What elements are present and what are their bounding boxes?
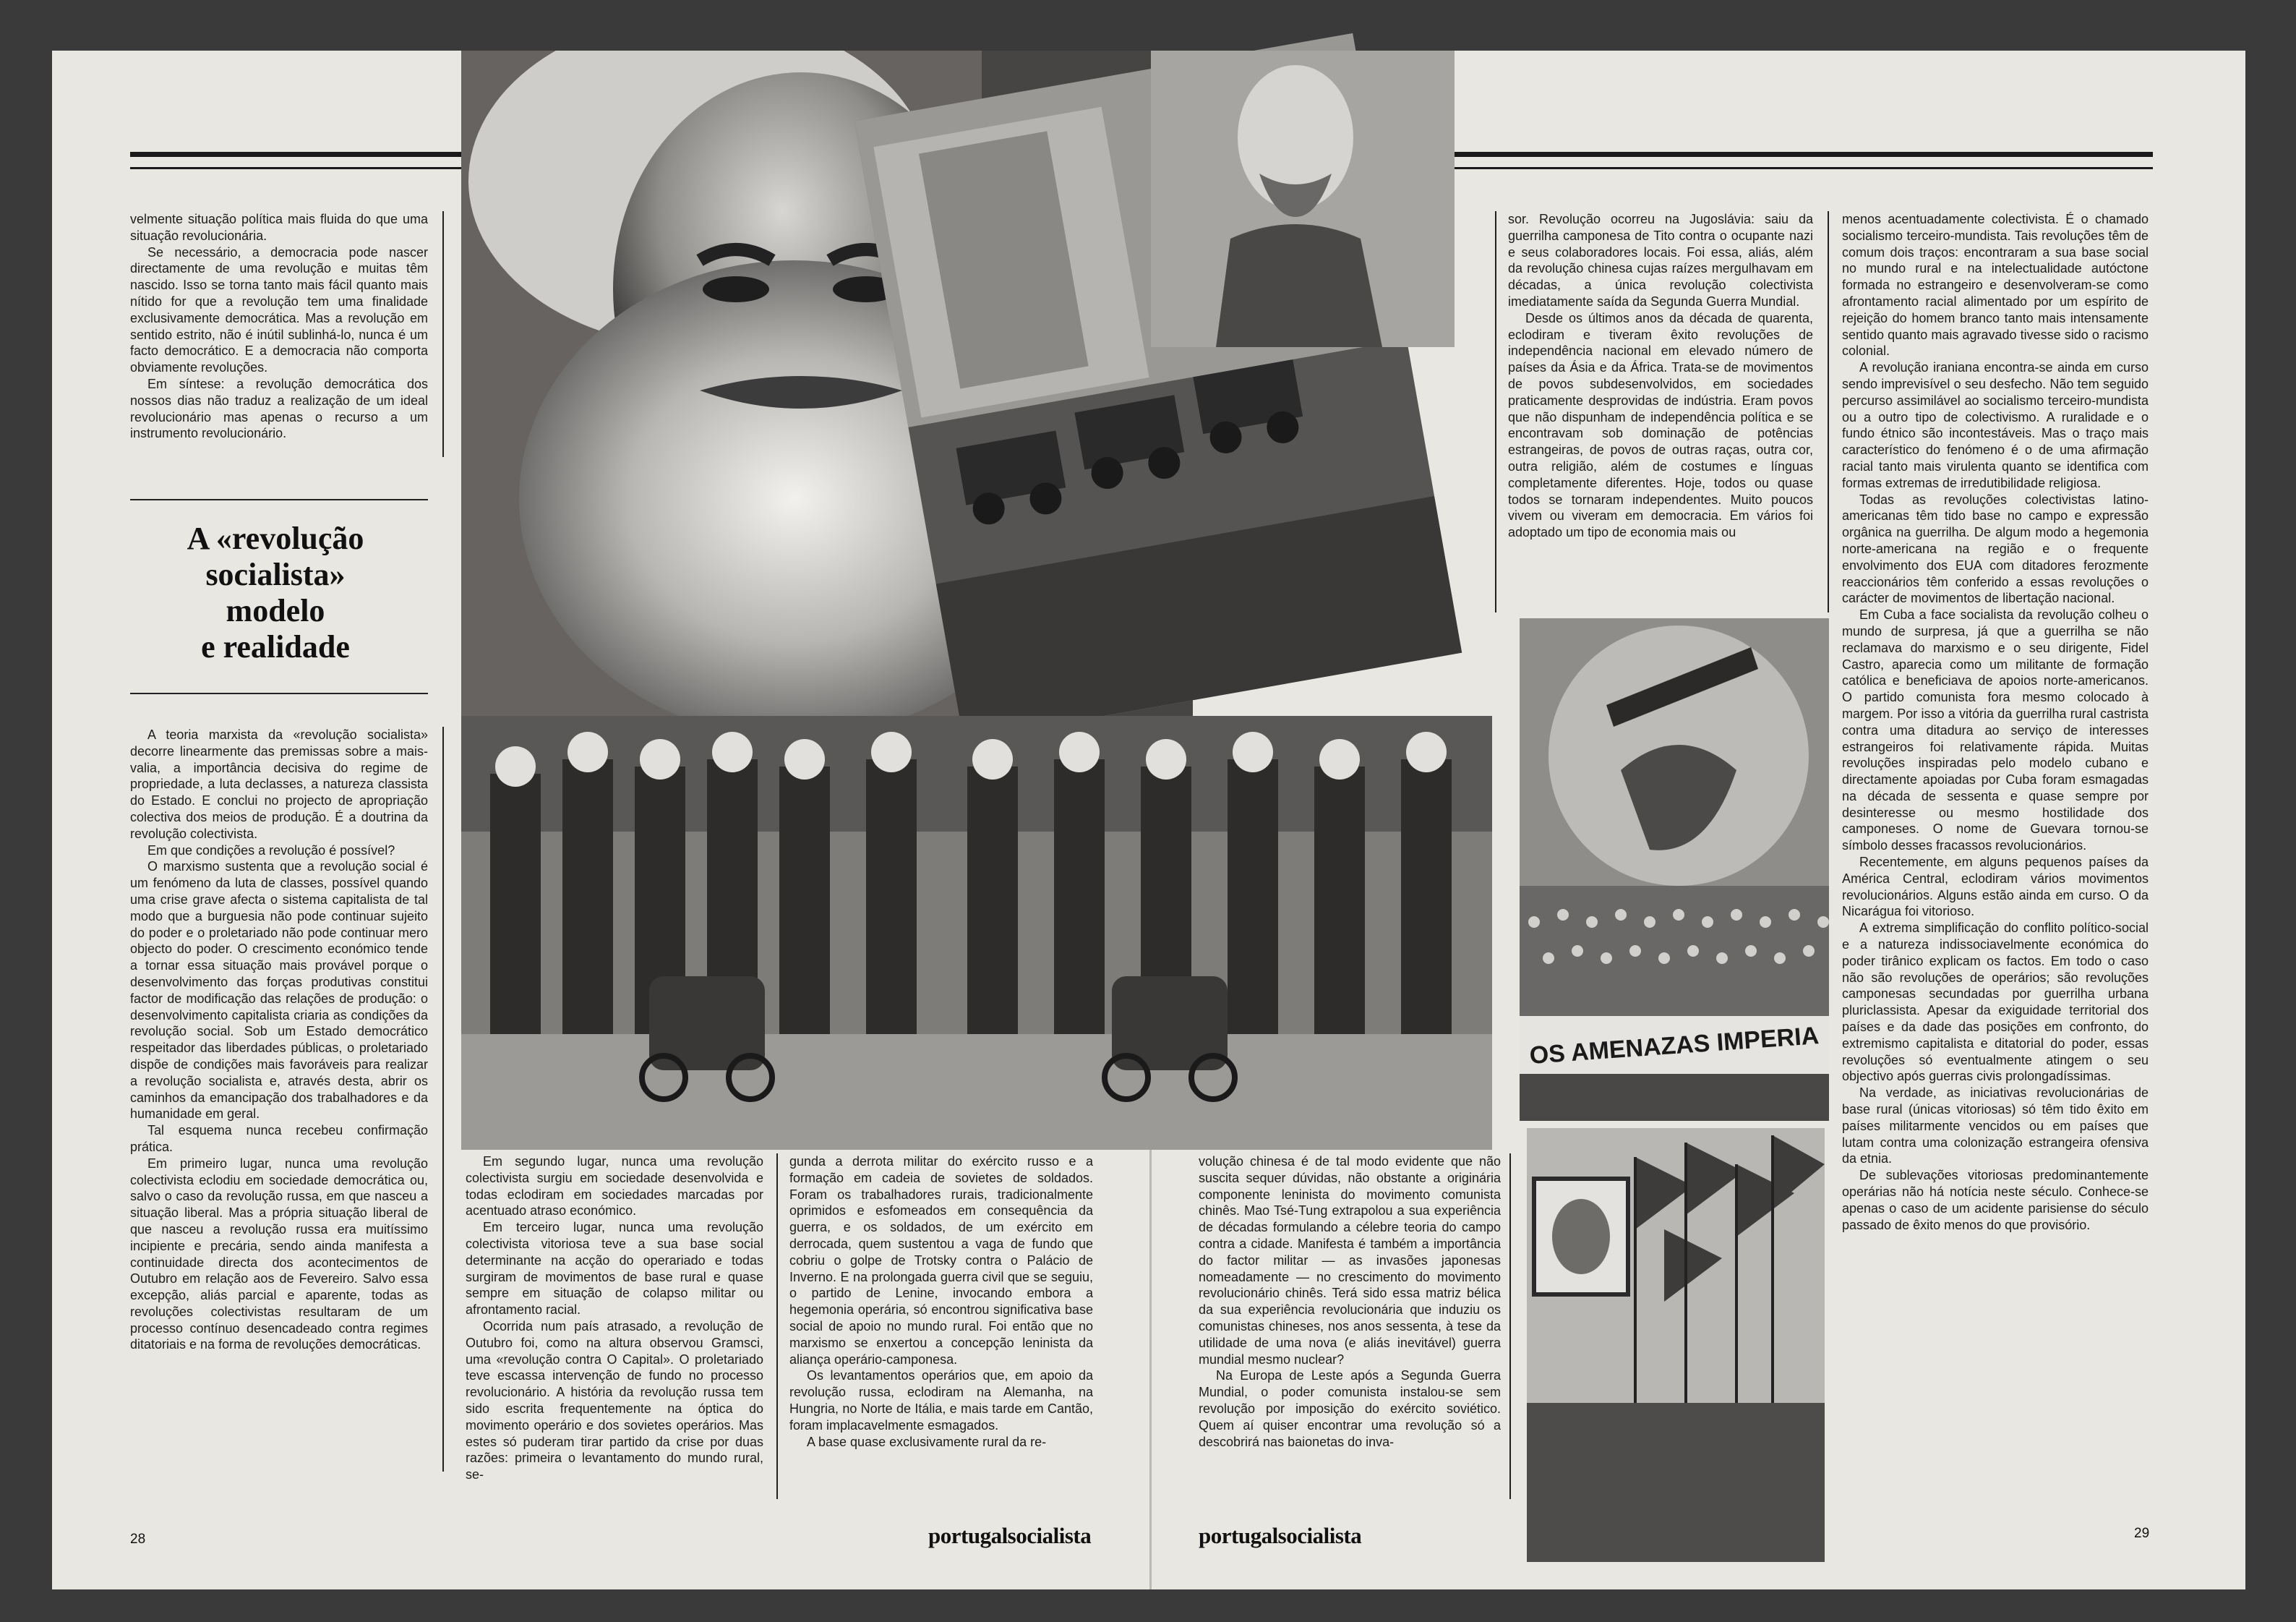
top-rule-left [130, 152, 506, 169]
paragraph: Ocorrida num país atrasado, a revolução de Outubro foi, como na altura observou Gramsci, uma «revolução contra O Capital». O proletariado teve escassa intervenção de fundo no processo revolucionário. A história da revolução russa tem sido escrita frequentemente na óptica do movimento operário e dos sovietes operários. Mas estes só puderam tirar partido da crise por duas razões: primeira o levantamento do mundo rural, se- [466, 1318, 763, 1482]
paragraph: A base quase exclusivamente rural da re- [807, 1434, 1047, 1449]
headline-line: A «revolução [187, 521, 364, 556]
page-number-left: 28 [130, 1532, 146, 1547]
crowd-banner-photo [1520, 618, 1829, 1121]
paragraph: Na Europa de Leste após a Segunda Guerra Mundial, o poder comunista instalou-se sem revolução por imposição do exército soviético. Quem aí quiser encontrar uma revolução só a descobrirá nas baionetas do inva- [1199, 1368, 1501, 1449]
article-headline [130, 521, 421, 665]
paragraph: Todas as revoluções colectivistas latino-americanas têm tido base no campo e expressão orgânica na guerrilha. De algum modo a hegemonia norte-americana na região e o frequente envolvimento dos EUA com ditadores ferozmente reaccionários têm conferido a essas revoluções o carácter de movimentos de libertação nacional. [1842, 492, 2149, 606]
magazine-spread [52, 51, 2245, 1589]
paragraph: Em que condições a revolução é possível? [147, 842, 395, 858]
paragraph: gunda a derrota militar do exército russo e a formação em cadeia de sovietes de soldados. Foram os trabalhadores rurais, tradicionalmente oprimidos e esfomeados em consequência da guerra, e os soldados, de um exército em derrocada, quem sustentou a vaga de fundo que cobriu o golpe de Trotsky contra o Palácio de Inverno. E na prolongada guerra civil que se seguiu, o partido de Lenine, invocando embora a hegemonia operária, só encontrou significativa base social de apoio no mundo rural. Foi então que no marxismo se enxertou a concepção leninista da aliança operário-camponesa. [789, 1154, 1093, 1367]
paragraph: Recentemente, em alguns pequenos países da América Central, eclodiram vários movimentos revolucionários. Alguns estão ainda em curso. O da Nicarágua foi vitorioso. [1842, 855, 2149, 919]
paragraph: sor. Revolução ocorreu na Jugoslávia: saiu da guerrilha camponesa de Tito contra o ocupante nazi e seus colaboradores locais. Foi essa, aliás, além da revolução chinesa cujas raízes mergulhavam em décadas, a única revolução colectivista imediatamente saída da Segunda Guerra Mundial. [1508, 212, 1813, 309]
column-6 [1842, 211, 2149, 1503]
paragraph: Se necessário, a democracia pode nascer directamente de uma revolução e muitas têm nascido. Isso se torna tanto mais fácil quanto mais nítido for que a revolução tem uma finalidade exclusivamente democrática. Mas a revolução em sentido estrito, não é inútil sublinhá-lo, nunca é um facto democrático. E a democracia não comporta obviamente revoluções. [130, 244, 428, 375]
column-1-divider-bottom [442, 727, 444, 1472]
paragraph: Os levantamentos operários que, em apoio da revolução russa, eclodiram na Alemanha, na Hungria, no Norte de Itália, e mais tarde em Cantão, foram implacavelmente esmagados. [789, 1368, 1093, 1433]
paragraph: A extrema simplificação do conflito político-social e a natureza indissociavelmente económica do poder tirânico explicam os factos. Em todo o caso não são revoluções de operários; são revoluções camponesas secundadas por guerrilha urbana pluriclassista. Apesar da exiguidade territorial dos países e da dade das posições em confronto, do extremismo capitalista e ditatorial do poder, essas revoluções só eventualmente atingem o seu objectivo após guerras civis prolongadíssimas. [1842, 921, 2149, 1084]
paragraph: Em Cuba a face socialista da revolução colheu o mundo de surpresa, já que a guerrilha se não reclamava do marxismo e o seu dirigente, Fidel Castro, aparecia como um militante de formação católica e beneficiava de apoios norte-americanos. O partido comunista fora mesmo colocado à margem. Por isso a vitória da guerrilha rural castrista contra uma ditadura ao serviço de interesses estrangeiros foi relativamente rápida. Muitas revoluções inspiradas pelo modelo cubano e directamente apoiadas por Cuba foram esmagadas na década de sessenta e quase sempre por desinteresse ou mesmo hostilidade dos camponeses. O nome de Guevara tornou-se símbolo desses fracassos revolucionários. [1842, 607, 2149, 853]
column-1-top [130, 211, 428, 533]
paragraph: De sublevações vitoriosas predominantemente operárias não há notícia neste século. Conhece-se apenas o caso de um acidente parisiense do século passado de êxito menos do que provisório. [1842, 1168, 2149, 1232]
paragraph: volução chinesa é de tal modo evidente que não suscita sequer dúvidas, não obstante a originária componente leninista do movimento comunista chinês. Mao Tsé-Tung extrapolou a sua experiência de décadas formulando a célebre teoria do campo contra a cidade. Manifesta é também a importância do factor militar — as invasões japonesas nomeadamente — no crescimento do movimento revolucionário chinês. Terá sido essa matriz bélica da sua experiência revolucionária que induziu os comunistas chineses, nos anos sessenta, à tese da utilidade de uma nova (e aliás inevitável) guerra mundial mesmo nuclear? [1199, 1154, 1501, 1367]
column-2 [466, 1153, 763, 1499]
paragraph: Tal esquema nunca recebeu confirmação prática. [130, 1123, 428, 1154]
column-1-divider [442, 211, 444, 457]
paragraph: menos acentuadamente colectivista. É o chamado socialismo terceiro-mundista. Tais revoluções têm de comum dois traços: encontraram a sua base social no mundo rural e na intelectualidade autóctone formada no estrangeiro e desenvolveram-se como afrontamento racial alimentado por um espírito de rejeição do homem branco tanto mais intensamente sentido quanto mais agravado tivesse sido o racismo colonial. [1842, 212, 2149, 359]
paragraph: A revolução iraniana encontra-se ainda em curso sendo imprevisível o seu desfecho. Não tem seguido percurso assimilável ao socialismo terceiro-mundista ou a outro tipo de colectivismo. A ruralidade e o fundo étnico são incontestáveis. Mas o traço mais característico do fenómeno é o de uma afirmação racial tanto mais virulenta quanto se identifica com formas extremas de irredutibilidade religiosa. [1842, 360, 2149, 490]
column-1-bottom [130, 727, 428, 1493]
column-5-divider-right [1828, 211, 1829, 612]
column-2-divider [776, 1153, 778, 1499]
paragraph: A teoria marxista da «revolução socialista» decorre linearmente das premissas sobre a mais-valia, a importância decisiva do regime de propriedade, a luta declasses, a natureza classista do Estado. E conclui no projecto de apropriação colectiva dos meios de produção. É a doutrina da revolução colectivista. [130, 727, 428, 841]
masthead-left: portugalsocialista [928, 1523, 1092, 1548]
column-3 [789, 1153, 1093, 1499]
paragraph: Em terceiro lugar, nunca uma revolução colectivista vitoriosa teve a sua base social determinante na acção do operariado e todas surgiram de movimentos de base rural e quase sempre em situação de colapso militar ou afrontamento racial. [466, 1220, 763, 1318]
headline-top-rule [130, 499, 428, 500]
paragraph: O marxismo sustenta que a revolução social é um fenómeno da luta de classes, possível quando uma crise grave afecta o sistema capitalista de tal modo que a burguesia não pode continuar sujeito do poder e o proletariado não pode continuar mero objecto do poder. O crescimento económico tende a tornar essa situação mais provável porque o desenvolvimento das forças produtivas constitui factor de modificação das relações de produção: o desenvolvimento capitalista criaria as condições da revolução social. Sob um Estado democrático respeitador das liberdades públicas, o proletariado dispõe de condições mais favoráveis para realizar a revolução socialista e, através desta, abrir os caminhos da emancipação dos trabalhadores e da humanidade em geral. [130, 859, 428, 1122]
paragraph: Em primeiro lugar, nunca uma revolução colectivista eclodiu em sociedade democrática ou, salvo o caso da revolução russa, em que nasceu a situação liberal. Mas a própria situação liberal de que nasceu a revolução russa era muitíssimo incipiente e precária, sendo ainda manifesta a continuidade directa dos acontecimentos de Outubro em relação aos de Fevereiro. Salvo essa excepção, aliás parcial e aparente, todas as revoluções colectivistas resultaram de um processo contínuo desencadeado contra regimes ditatoriais e na forma de revoluções democráticas. [130, 1156, 428, 1352]
column-5 [1508, 211, 1813, 612]
headline-line: socialista» [205, 557, 346, 592]
column-4 [1199, 1153, 1501, 1499]
column-5-divider-left [1495, 211, 1496, 612]
banner-text: OS AMENAZAS IMPERIA [1528, 1022, 1820, 1070]
top-rule-right [1430, 152, 2153, 169]
soldiers-group-photo [461, 716, 1492, 1150]
lenin-portrait-photo [1151, 51, 1455, 347]
masthead-right: portugalsocialista [1199, 1523, 1362, 1548]
paragraph: Em segundo lugar, nunca uma revolução colectivista surgiu em sociedade desenvolvida e todas eclodiram em sociedades marcadas por acentuado atraso económico. [466, 1154, 763, 1218]
paragraph: Na verdade, as iniciativas revolucionárias de base rural (únicas vitoriosas) só têm tido êxito em países militarmente vencidos ou em países que lutam contra uma colonização estrangeira ofensiva da etnia. [1842, 1085, 2149, 1166]
column-4-divider [1509, 1153, 1511, 1499]
paragraph: Desde os últimos anos da década de quarenta, eclodiram e tiveram êxito revoluções de independência nacional em elevado número de países da Ásia e da África. Trata-se de movimentos de povos subdesenvolvidos, em sociedades praticamente desprovidas de indústria. Eram povos que não dispunham de independência política e se encontravam sob dominação de potências estrangeiras, de povos de outras raças, outra cor, outra religião, além de costumes e línguas completamente diferentes. Hoje, todos ou quase todos se tornaram independentes. Muito poucos vivem ou viveram em democracia. Em vários foi adoptado um tipo de economia mais ou [1508, 310, 1813, 540]
page-number-right: 29 [2134, 1526, 2150, 1541]
headline-line: modelo [226, 593, 325, 628]
headline-line: e realidade [201, 629, 350, 665]
paragraph: velmente situação política mais fluida do que uma situação revolucionária. [130, 212, 428, 243]
flags-march-photo [1527, 1128, 1825, 1562]
headline-bottom-rule [130, 693, 428, 694]
paragraph: Em síntese: a revolução democrática dos nossos dias não traduz a realização de um ideal revolucionário mas apenas o recurso a um instrumento revolucionário. [130, 376, 428, 441]
